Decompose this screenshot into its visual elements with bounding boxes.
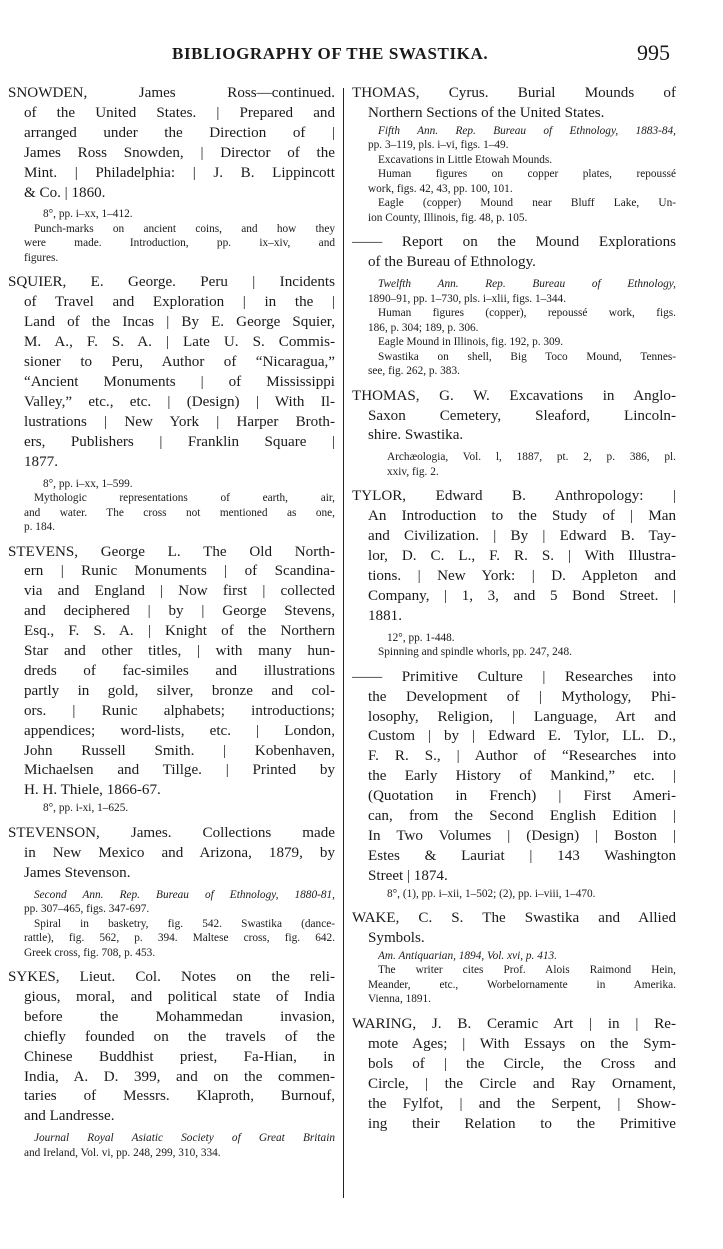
entry-note: Excavations in Little Etowah Mounds. bbox=[378, 153, 553, 166]
entry-line: partly in gold, silver, bronze and col- bbox=[24, 682, 335, 699]
entry-note: figures. bbox=[24, 251, 59, 264]
entry-line: THOMAS, G. W. Excavations in Anglo- bbox=[352, 387, 676, 404]
entry-note: ion County, Illinois, fig. 48, p. 105. bbox=[368, 211, 528, 224]
entry-line: H. H. Thiele, 1866-67. bbox=[24, 782, 161, 799]
entry-thomas-cyrus bbox=[352, 84, 676, 225]
entry-line: TYLOR, Edward B. Anthropology: | bbox=[352, 488, 676, 505]
entry-line: Chinese Buddhist priest, Fa-Hian, in bbox=[24, 1048, 335, 1065]
entry-note: xxiv, fig. 2. bbox=[387, 465, 439, 478]
entry-note: Vienna, 1891. bbox=[368, 993, 432, 1006]
entry-note: Spinning and spindle whorls, pp. 247, 248. bbox=[378, 646, 572, 659]
entry-line: Northern Sections of the United States. bbox=[368, 104, 605, 121]
entry-line: SQUIER, E. George. Peru | Incidents bbox=[8, 274, 335, 291]
entry-line: taries of Messrs. Klaproth, Burnouf, bbox=[24, 1088, 335, 1105]
entry-note: rattle), fig. 562, p. 394. Maltese cross, fig. 642. bbox=[24, 932, 335, 944]
entry-line: Star and other titles, | with many hun- bbox=[24, 643, 335, 660]
entry-stevens bbox=[8, 543, 335, 816]
entry-line: in New Mexico and Arizona, 1879, by bbox=[24, 844, 335, 861]
entry-line: John Russell Smith. | Kobenhaven, bbox=[24, 742, 335, 759]
entry-line: Valley,” etc., etc. | (Design) | With Il- bbox=[24, 393, 335, 410]
entry-line: shire. Swastika. bbox=[368, 427, 464, 444]
entry-note: Archæologia, Vol. l, 1887, pt. 2, p. 386, pl. bbox=[387, 451, 676, 464]
entry-stevenson bbox=[8, 824, 335, 960]
entry-line: tions. | New York: | D. Appleton and bbox=[368, 567, 676, 584]
entry-squier bbox=[8, 273, 335, 534]
column-divider bbox=[343, 88, 344, 1198]
entry-line: lor, D. C. L., F. R. S. | With Illustra- bbox=[368, 548, 676, 565]
entry-note: see, fig. 262, p. 383. bbox=[368, 365, 460, 378]
entry-note: 1890–91, pp. 1–730, pls. i–xlii, figs. 1–344. bbox=[368, 292, 567, 305]
running-title: BIBLIOGRAPHY OF THE SWASTIKA. bbox=[172, 44, 489, 63]
entry-line: Company, | 1, 3, and 5 Bond Street. | bbox=[368, 587, 676, 604]
entry-note: Journal Royal Asiatic Society of Great Britain bbox=[34, 1132, 335, 1145]
entry-line: (Quotation in French) | First Ameri- bbox=[368, 788, 676, 805]
entry-line: before the Mohammedan invasion, bbox=[24, 1008, 335, 1025]
entry-note: Swastika on shell, Big Toco Mound, Tennes- bbox=[378, 350, 676, 363]
entry-note: Twelfth Ann. Rep. Bureau of Ethnology, bbox=[378, 278, 676, 291]
entry-line: 1877. bbox=[24, 453, 58, 470]
entry-note: Human figures (copper), repoussé work, figs. bbox=[378, 307, 676, 320]
entry-line: Circle, | the Circle and Ray Ornament, bbox=[368, 1075, 676, 1092]
entry-note: Fifth Ann. Rep. Bureau of Ethnology, 1883-84, bbox=[378, 124, 676, 137]
left-column bbox=[8, 84, 335, 1168]
entry-note: 8°, (1), pp. i–xii, 1–502; (2), pp. i–viii, 1–470. bbox=[387, 887, 596, 900]
entry-note: 8°, pp. i–xx, 1–599. bbox=[43, 477, 133, 490]
entry-note: work, figs. 42, 43, pp. 100, 101. bbox=[368, 182, 513, 195]
entry-waring bbox=[352, 1015, 676, 1134]
entry-line: James Stevenson. bbox=[24, 864, 131, 881]
entry-thomas-report bbox=[352, 233, 676, 378]
entry-line: lustrations | New York | Harper Broth- bbox=[24, 413, 335, 430]
entry-note: Punch-marks on ancient coins, and how they bbox=[34, 222, 335, 235]
entry-line: THOMAS, Cyrus. Burial Mounds of bbox=[352, 85, 676, 101]
entry-note: p. 184. bbox=[24, 521, 56, 533]
entry-note: 8°, pp. i-xi, 1–625. bbox=[43, 802, 129, 815]
entry-note: Am. Antiquarian, 1894, Vol. xvi, p. 413. bbox=[378, 949, 557, 962]
entry-line: losophy, Religion, | Language, Art and bbox=[368, 708, 676, 725]
page-number: 995 bbox=[637, 40, 670, 65]
entry-line: of the Bureau of Ethnology. bbox=[368, 254, 536, 271]
entry-line: —— Report on the Mound Explorations bbox=[352, 234, 676, 251]
entry-line: of the United States. | Prepared and bbox=[24, 104, 335, 121]
entry-note: 186, p. 304; 189, p. 306. bbox=[368, 321, 479, 334]
entry-line: and Landresse. bbox=[24, 1108, 115, 1125]
entry-line: “Ancient Monuments | of Mississippi bbox=[24, 373, 335, 390]
entry-thomas-gw bbox=[352, 387, 676, 480]
entry-note: Eagle Mound in Illinois, fig. 192, p. 309. bbox=[378, 336, 564, 349]
entry-line: 1881. bbox=[368, 607, 402, 624]
entry-line: bols of | the Circle, the Cross and bbox=[368, 1055, 676, 1072]
entry-line: Symbols. bbox=[368, 930, 425, 947]
entry-line: Estes & Lauriat | 143 Washington bbox=[368, 847, 676, 864]
entry-line: India, A. D. 399, and on the commen- bbox=[24, 1068, 335, 1085]
entry-sykes bbox=[8, 968, 335, 1160]
entry-line: dreds of fac-similes and illustrations bbox=[24, 662, 335, 679]
entry-line: An Introduction to the Study of | Man bbox=[368, 508, 676, 525]
entry-line: can, from the Second English Edition | bbox=[368, 808, 676, 825]
entry-note: pp. 307–465, figs. 347-697. bbox=[24, 903, 150, 915]
entry-line: mote Ages; | With Essays on the Sym- bbox=[368, 1035, 676, 1052]
entry-note: pp. 3–119, pls. i–vi, figs. 1–49. bbox=[368, 139, 509, 152]
entry-line: In Two Volumes | (Design) | Boston | bbox=[368, 827, 676, 844]
running-header bbox=[0, 42, 723, 70]
entry-line: Custom | by | Edward E. Tylor, LL. D., bbox=[368, 728, 676, 745]
entry-line: and Civilization. | By | Edward B. Tay- bbox=[368, 528, 676, 545]
entry-line: Land of the Incas | By E. George Squier, bbox=[24, 314, 335, 331]
entry-line: STEVENS, George L. The Old North- bbox=[8, 543, 335, 560]
entry-tylor-anthropology bbox=[352, 487, 676, 659]
entry-note: Mythologic representations of earth, air, bbox=[34, 492, 335, 504]
entry-line: ors. | Runic alphabets; introductions; bbox=[24, 702, 335, 719]
entry-line: —— Primitive Culture | Researches into bbox=[352, 668, 676, 685]
entry-line: ers, Publishers | Franklin Square | bbox=[24, 433, 335, 450]
entry-line: the Development of | Mythology, Phi- bbox=[368, 688, 676, 705]
entry-note: and Ireland, Vol. vi, pp. 248, 299, 310, 334. bbox=[24, 1146, 221, 1159]
entry-note: Human figures on copper plates, repoussé bbox=[378, 168, 676, 181]
right-column bbox=[352, 84, 676, 1142]
entry-note: Second Ann. Rep. Bureau of Ethnology, 1880-81, bbox=[34, 888, 335, 901]
entry-note: Spiral in basketry, fig. 542. Swastika (dance- bbox=[34, 917, 335, 930]
entry-line: Mint. | Philadelphia: | J. B. Lippincott bbox=[24, 164, 335, 181]
entry-line: F. R. S., | Author of “Researches into bbox=[368, 748, 676, 765]
entry-line: ern | Runic Monuments | of Scandina- bbox=[24, 563, 335, 580]
entry-line: Street | 1874. bbox=[368, 867, 448, 884]
entry-line: SNOWDEN, James Ross—continued. bbox=[8, 85, 335, 101]
entry-line: Esq., F. S. A. | Knight of the Northern bbox=[24, 623, 335, 640]
entry-note: Eagle (copper) Mound near Bluff Lake, Un- bbox=[378, 197, 676, 210]
entry-line: WAKE, C. S. The Swastika and Allied bbox=[352, 910, 676, 927]
entry-note: The writer cites Prof. Alois Raimond Hein, bbox=[378, 964, 676, 977]
entry-note: 8°, pp. i–xx, 1–412. bbox=[43, 208, 133, 221]
entry-line: M. A., F. S. A. | Late U. S. Commis- bbox=[24, 334, 335, 351]
entry-note: Greek cross, fig. 708, p. 453. bbox=[24, 946, 156, 959]
entry-wake bbox=[352, 909, 676, 1007]
entry-tylor-primitive bbox=[352, 668, 676, 901]
entry-line: Michaelsen and Tillge. | Printed by bbox=[24, 762, 335, 779]
entry-line: James Ross Snowden, | Director of the bbox=[24, 144, 335, 161]
entry-note: Meander, etc., Worbelornamente in Amerika. bbox=[368, 978, 676, 991]
entry-line: SYKES, Lieut. Col. Notes on the reli- bbox=[8, 969, 335, 985]
entry-note: were made. Introduction, pp. ix–xiv, and bbox=[24, 237, 335, 250]
entry-line: gious, moral, and political state of India bbox=[24, 988, 335, 1005]
entry-line: sioner to Peru, Author of “Nicaragua,” bbox=[24, 354, 335, 371]
entry-note: and water. The cross not mentioned as one, bbox=[24, 506, 335, 519]
entry-line: chiefly founded on the travels of the bbox=[24, 1028, 335, 1045]
entry-line: the Early History of Mankind,” etc. | bbox=[368, 768, 676, 785]
entry-line: arranged under the Direction of | bbox=[24, 124, 335, 141]
entry-line: the Fylfot, | and the Serpent, | Show- bbox=[368, 1095, 676, 1112]
entry-line: of Travel and Exploration | in the | bbox=[24, 294, 335, 311]
entry-line: Saxon Cemetery, Sleaford, Lincoln- bbox=[368, 407, 676, 424]
entry-line: and deciphered | by | George Stevens, bbox=[24, 603, 335, 620]
entry-line: WARING, J. B. Ceramic Art | in | Re- bbox=[352, 1015, 676, 1032]
entry-note: 12°, pp. 1-448. bbox=[387, 631, 455, 644]
entry-snowden bbox=[8, 84, 335, 265]
entry-line: STEVENSON, James. Collections made bbox=[8, 824, 335, 841]
entry-line: ing their Relation to the Primitive bbox=[368, 1115, 676, 1132]
entry-line: via and England | Now first | collected bbox=[24, 583, 335, 600]
entry-line: & Co. | 1860. bbox=[24, 184, 106, 201]
entry-line: appendices; word-lists, etc. | London, bbox=[24, 722, 335, 739]
